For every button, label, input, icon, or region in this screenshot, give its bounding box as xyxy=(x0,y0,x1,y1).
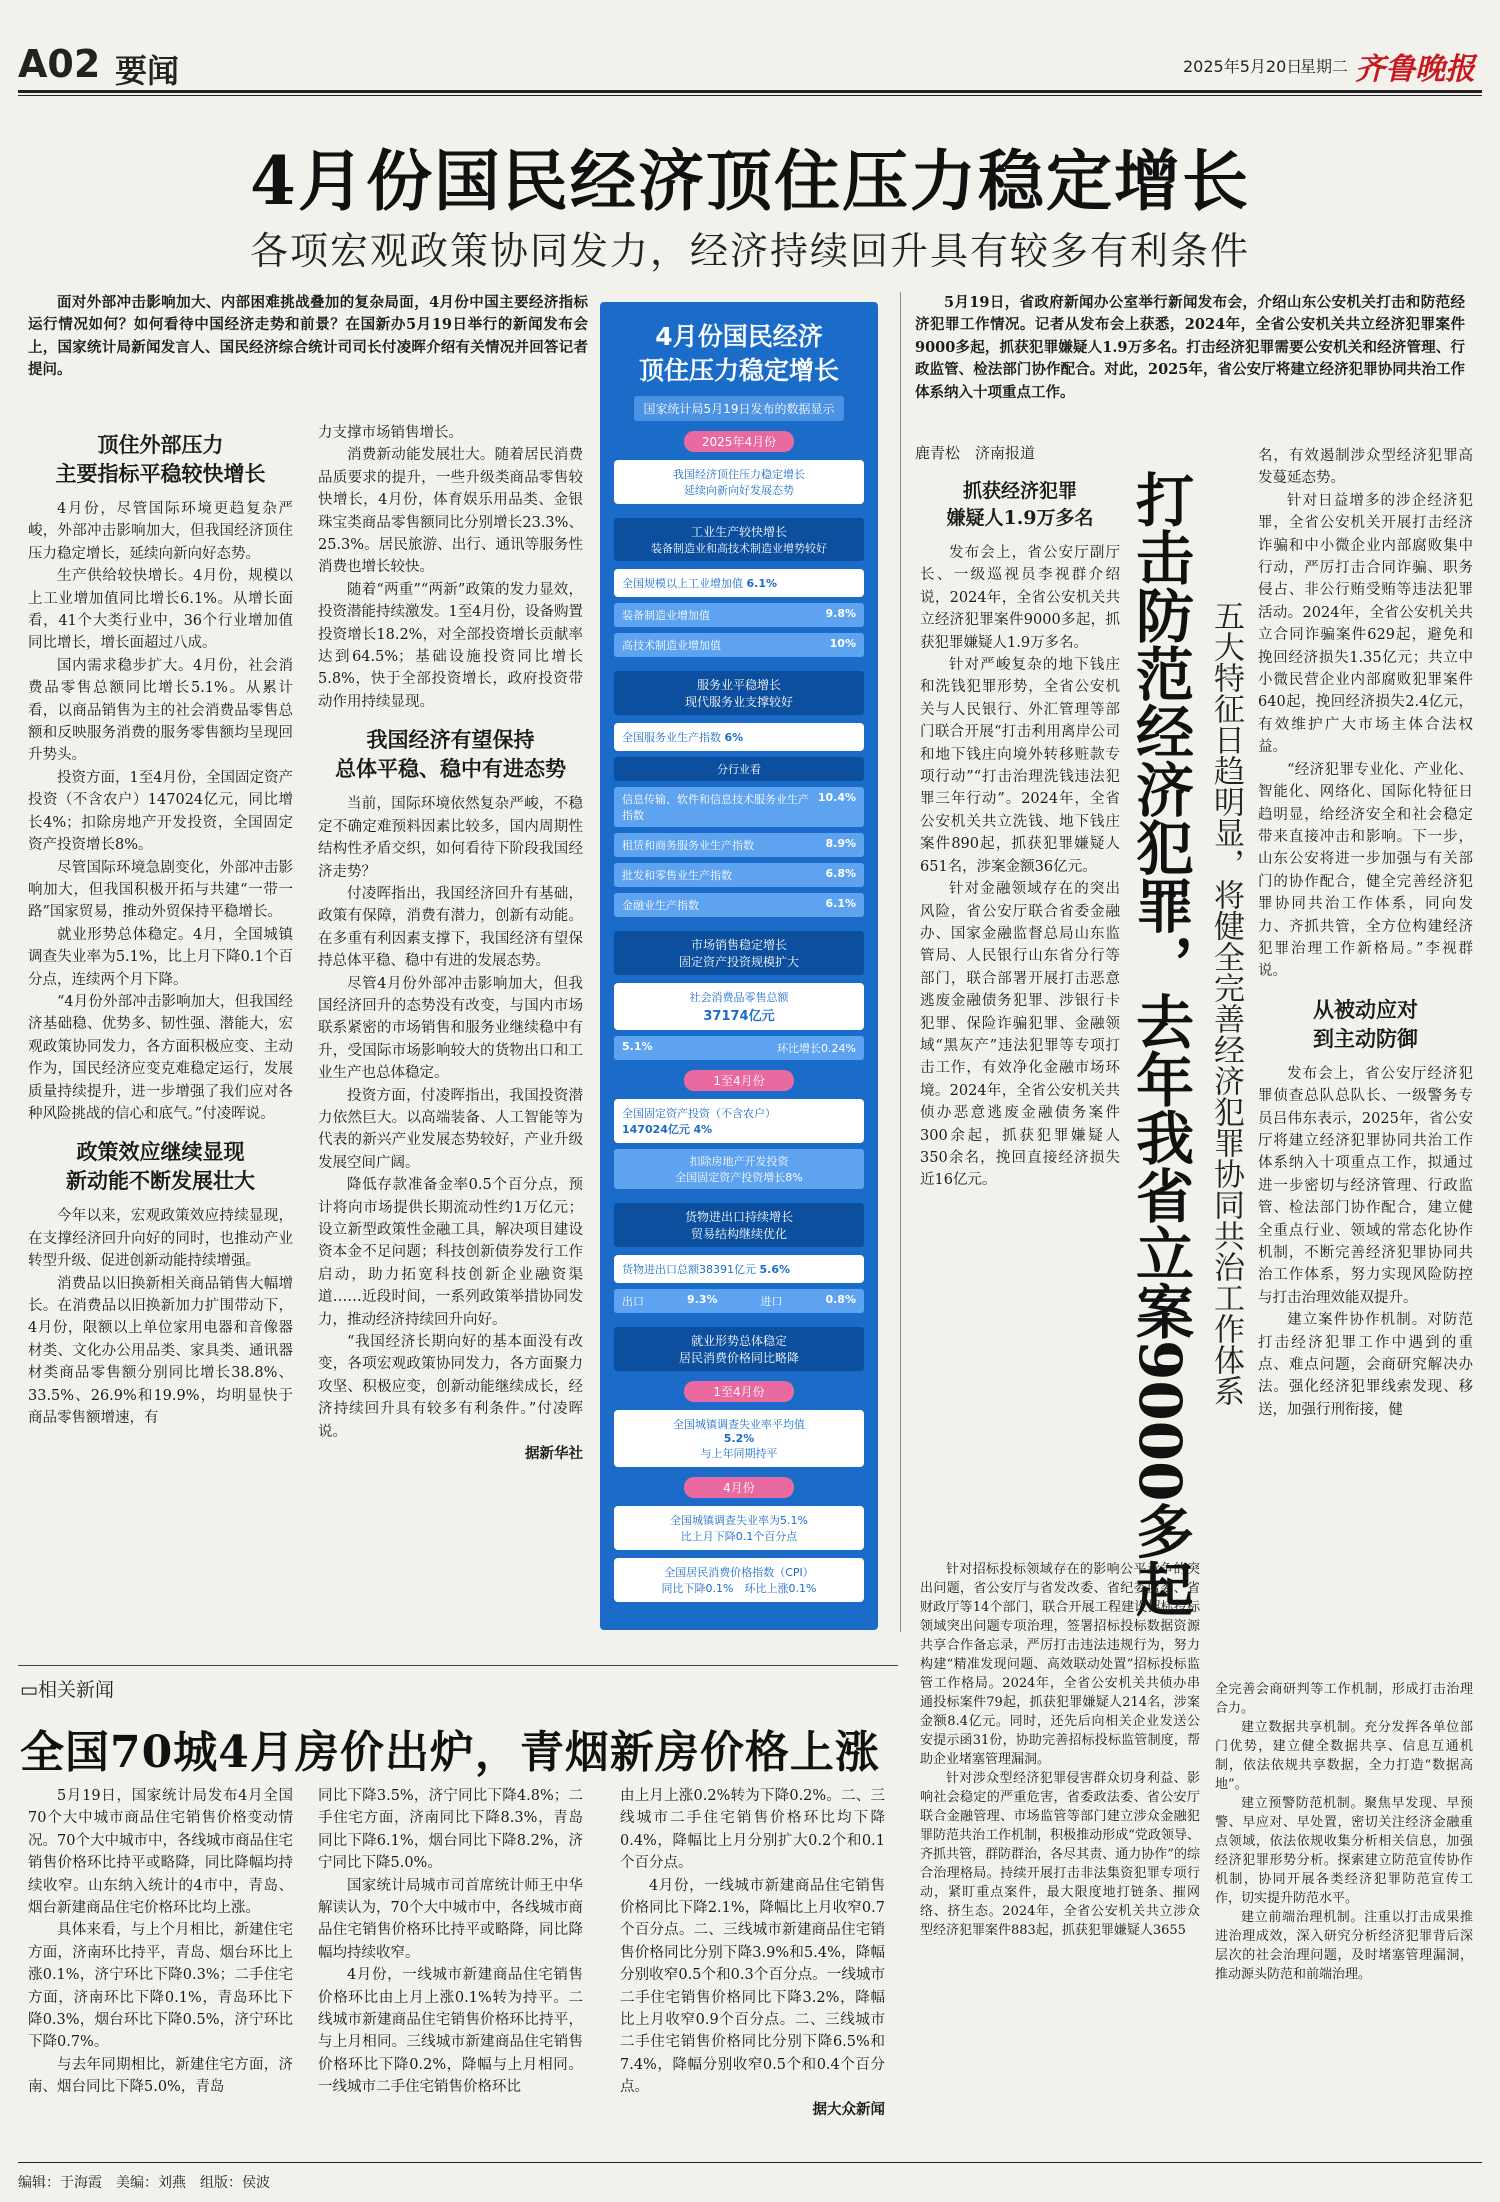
right-subhead: 五大特征日趋明显，将健全完善经济犯罪协同共治工作体系 xyxy=(1208,600,1244,1406)
stat-card xyxy=(614,569,864,597)
stat-value: 10.4% xyxy=(817,791,856,804)
issue-date: 2025年5月20日 xyxy=(1183,57,1303,76)
stat-card xyxy=(614,723,864,751)
paragraph: 全完善会商研判等工作机制，形成打击治理合力。 xyxy=(1215,1682,1473,1716)
stat-label: 扣除房地产开发投资 全国固定资产投资增长8% xyxy=(675,1155,803,1184)
stat-label: 环比增长0.24% xyxy=(777,1042,856,1055)
main-headline: 4月份国民经济顶住压力稳定增长 xyxy=(250,142,1250,220)
stat-label: 批发和零售业生产指数 xyxy=(622,869,732,882)
right-column-e xyxy=(1215,1680,1473,1984)
stat-label: 装备制造业增加值 xyxy=(622,609,710,622)
section-title: 工业生产较快增长 xyxy=(690,525,787,539)
infographic-section xyxy=(614,518,864,561)
main-column-b xyxy=(318,422,583,1465)
stat-value: 5.1% xyxy=(622,1040,653,1053)
source-credit: 据大众新闻 xyxy=(812,2100,885,2118)
main-subhead: 各项宏观政策协同发力，经济持续回升具有较多有利条件 xyxy=(249,229,1250,273)
stat-value: 37174亿元 xyxy=(703,1009,775,1024)
issue-weekday: 星期二 xyxy=(1300,57,1349,76)
stat-label: 货物进出口总额38391亿元 xyxy=(622,1263,756,1276)
intro-card: 我国经济顶住压力稳定增长 延续向新向好发展态势 xyxy=(614,460,864,504)
stat-label: 出口 xyxy=(622,1295,644,1308)
paragraph: 今年以来，宏观政策效应持续显现，在支撑经济回升向好的同时，也推动产业转型升级、促进创新动能持续增强。 xyxy=(28,1208,293,1270)
stat-value: 8.9% xyxy=(825,837,856,850)
infographic-section: 就业形势总体稳定 居民消费价格同比略降 xyxy=(614,1327,864,1371)
stat-bar xyxy=(614,1036,864,1060)
stat-bar xyxy=(614,633,864,657)
paragraph: 建立案件协作机制。对防范打击经济犯罪工作中遇到的重点、难点问题，会商研究解决办法。强化经济犯罪线索发现、移送，加强行刑衔接，健 xyxy=(1258,1312,1473,1418)
footer-rule xyxy=(18,2162,1482,2163)
period-pill: 4月份 xyxy=(684,1477,794,1498)
infographic-section: 市场销售稳定增长 固定资产投资规模扩大 xyxy=(614,931,864,975)
stat-label: 全国固定资产投资（不含农户） xyxy=(622,1107,776,1120)
paragraph: 当前，国际环境依然复杂严峻，不稳定不确定难预料因素比较多，国内周期性结构性矛盾交织，如何看待下阶段我国经济走势？ xyxy=(318,796,583,880)
paragraph: 4月份，一线城市新建商品住宅销售价格环比由上月上涨0.1%转为持平。二线城市新建商品住宅销售价格环比持平，与上月相同。三线城市新建商品住宅销售价格环比下降0.2%，降幅与上月相同。一线城市二手住宅销售价格环比 xyxy=(318,1967,583,2096)
stat-value: 6.8% xyxy=(825,867,856,880)
paragraph: 发布会上，省公安厅副厅长、一级巡视员李视群介绍说，2024年，全省公安机关共立经济犯罪案件9000多起，抓获犯罪嫌疑人1.9万多名。 xyxy=(920,545,1120,651)
paragraph: 建立前端治理机制。注重以打击成果推进治理成效，深入研究分析经济犯罪背后深层次的社会治理问题，及时堵塞管理漏洞，推动源头防范和前端治理。 xyxy=(1215,1910,1473,1982)
stat-bar xyxy=(614,1289,864,1313)
paragraph: “我国经济长期向好的基本面没有改变，各项宏观政策协同发力，各方面聚力攻坚、积极应变，创新动能继续成长，经济持续回升具有较多有利条件。”付凌晖说。 xyxy=(318,1334,583,1440)
header-rule xyxy=(18,90,1482,93)
paragraph: 由上月上涨0.2%转为下降0.2%。二、三线城市二手住宅销售价格环比均下降0.4%，降幅比上月分别扩大0.2个和0.1个百分点。 xyxy=(620,1788,885,1872)
paragraph: 针对严峻复杂的地下钱庄和洗钱犯罪形势，全省公安机关与人民银行、外汇管理等部门联合开展“打击利用离岸公司和地下钱庄向境外转移赃款专项行动”“打击治理洗钱违法犯罪三年行动”。2024年，全省公安机关共立洗钱、地下钱庄案件890起，抓获犯罪嫌疑人651名，涉案金额36亿元。 xyxy=(920,657,1120,875)
stat-bar xyxy=(614,1149,864,1189)
stat-value: 10% xyxy=(829,637,856,650)
page-number: A02 xyxy=(18,42,101,86)
stat-label: 全国规模以上工业增加值 xyxy=(622,577,743,590)
paragraph: 国家统计局城市司首席统计师王中华解读认为，70个大中城市中，各线城市商品住宅销售价格环比持平或略降，同比降幅均持续收窄。 xyxy=(318,1877,583,1961)
paragraph: 付凌晖指出，我国经济回升有基础，政策有保障，消费有潜力，创新有动能。在多重有利因素支撑下，我国经济有望保持总体平稳、稳中有进的发展态势。 xyxy=(318,885,583,970)
stat-value: 6.1% xyxy=(746,577,778,590)
paragraph: 建立预警防范机制。聚焦早发现、早预警、早应对、早处置，密切关注经济金融重点领域，依法依规收集分析相关信息，加强经济犯罪形势分析。探索建立防范宣传协作机制，协同开展各类经济犯罪防范宣传工作，切实提升防范水平。 xyxy=(1215,1796,1473,1906)
related-column-2 xyxy=(318,1785,583,2099)
stat-bar xyxy=(614,863,864,887)
stat-label: 分行业看 xyxy=(717,763,761,776)
newspaper-logo: 齐鲁晚报 xyxy=(1355,52,1475,87)
sub-title xyxy=(614,757,864,781)
stat-value: 147024亿元 xyxy=(622,1123,690,1136)
period-pill: 1至4月份 xyxy=(684,1381,794,1402)
main-column-a xyxy=(28,430,293,1429)
related-label-text: 相关新闻 xyxy=(37,1679,114,1701)
stat-card xyxy=(614,1410,864,1467)
section-name: 要闻 xyxy=(115,52,180,90)
infographic-title: 4月份国民经济 顶住压力稳定增长 xyxy=(638,322,839,385)
stat-value: 4% xyxy=(693,1123,713,1136)
stat-value: 5.2% xyxy=(723,1432,755,1445)
paragraph: 发布会上，省公安厅经济犯罪侦查总队总队长、一级警务专员吕伟东表示，2025年，省公安厅将建立经济犯罪协同共治工作体系纳入十项重点工作，拟通过进一步密切与经济管理、行政监管、检法部门协作配合，建立健全重点行业、领域的常态化协作机制，不断完善经济犯罪协同共治工作体系，努力实现风险防控与打击治理效能双提升。 xyxy=(1258,1065,1473,1306)
paragraph: 同比下降3.5%，济宁同比下降4.8%；二手住宅方面，济南同比下降8.3%，青岛同比下降6.1%，烟台同比下降8.2%，济宁同比下降5.0%。 xyxy=(318,1788,583,1872)
paragraph: 投资方面，1至4月份，全国固定资产投资（不含农户）147024亿元，同比增长4%；扣除房地产开发投资，全国固定资产投资增长8%。 xyxy=(28,769,293,854)
infographic-section: 服务业平稳增长 现代服务业支撑较好 xyxy=(614,671,864,715)
stat-value: 0.8% xyxy=(825,1293,856,1306)
paragraph: 降低存款准备金率0.5个百分点，预计将向市场提供长期流动性约1万亿元；设立新型政策性金融工具，解决项目建设资本金不足问题；科技创新债券发行工作启动，助力拓宽科技创新企业融资渠道……近段时间，一系列政策举措协同发力，推动经济持续回升向好。 xyxy=(318,1177,583,1328)
related-rule xyxy=(18,1665,898,1666)
related-label: ▭相关新闻 xyxy=(20,1679,114,1701)
stat-label: 全国居民消费价格指数（CPI） xyxy=(664,1566,814,1579)
stat-label: 信息传输、软件和信息技术服务业生产指数 xyxy=(622,793,809,822)
main-lead: 面对外部冲击影响加大、内部困难挑战叠加的复杂局面，4月份中国主要经济指标运行情况如何？如何看待中国经济走势和前景？在国新办5月19日举行的新闻发布会上，国家统计局新闻发言人、国民经济综合统计司司长付凌晖介绍有关情况并回答记者提问。 xyxy=(28,294,588,379)
right-lead: 5月19日，省政府新闻办公室举行新闻发布会，介绍山东公安机关打击和防范经济犯罪工作情况。记者从发布会上获悉，2024年，全省公安机关共立经济犯罪案件9000多起，抓获犯罪嫌疑人1.9万多名。打击经济犯罪需要公安机关和经济管理、行政监管、检法部门协作配合。对此，2025年，省公安厅将建立经济犯罪协同共治工作体系纳入十项重点工作。 xyxy=(915,294,1465,401)
stat-card xyxy=(614,1558,864,1602)
stat-value: 同比下降0.1% xyxy=(661,1582,734,1595)
paragraph: 名，有效遏制涉众型经济犯罪高发蔓延态势。 xyxy=(1258,448,1473,487)
stat-label: 租赁和商务服务业生产指数 xyxy=(622,839,754,852)
paragraph: 力支撑市场销售增长。 xyxy=(318,425,463,441)
paragraph: 4月份，一线城市新建商品住宅销售价格同比下降2.1%，降幅比上月收窄0.7个百分点。二、三线城市新建商品住宅销售价格同比分别下降3.9%和5.4%，降幅分别收窄0.5个和0.3个百分点。一线城市二手住宅销售价格同比下降3.2%，降幅比上月收窄0.9个百分点。二、三线城市二手住宅销售价格同比分别下降6.5%和7.4%，降幅分别收窄0.5个和0.4个百分点。 xyxy=(620,1877,885,2096)
section-heading: 从被动应对 到主动防御 xyxy=(1313,996,1418,1051)
paragraph: “4月份外部冲击影响加大，但我国经济基础稳、优势多、韧性强、潜能大，宏观政策协同发力，各方面积极应变、主动作为，国民经济应变克难稳定运行，发展质量持续提升，进一步增强了我们应对各种风险挑战的信心和底气。”付凌晖说。 xyxy=(28,993,293,1122)
infographic-section: 货物进出口持续增长 贸易结构继续优化 xyxy=(614,1203,864,1247)
related-column-3 xyxy=(620,1785,885,2121)
section-heading: 顶住外部压力 主要指标平稳较快增长 xyxy=(55,432,266,486)
stat-card xyxy=(614,1099,864,1143)
paragraph: 生产供给较快增长。4月份，规模以上工业增加值同比增长6.1%。从增长面看，41个大类行业中，36个行业增加值同比增长，增长面超过八成。 xyxy=(28,568,293,652)
right-column-d xyxy=(1258,445,1473,1421)
stat-label: 全国服务业生产指数 xyxy=(622,731,721,744)
header-rule-thin xyxy=(18,95,1482,96)
right-column-c2 xyxy=(920,1560,1200,1940)
section-subtitle: 装备制造业和高技术制造业增势较好 xyxy=(651,542,827,555)
stat-bar xyxy=(614,893,864,917)
paragraph: “经济犯罪专业化、产业化、智能化、网络化、国际化特征日趋明显，给经济安全和社会稳定带来直接冲击和影响。下一步，山东公安将进一步加强与有关部门的协作配合，健全完善经济犯罪协同共治工作体系，同向发力、齐抓共管，全方位构建经济犯罪治理工作新格局。”李视群说。 xyxy=(1258,761,1473,980)
paragraph: 就业形势总体稳定。4月，全国城镇调查失业率为5.1%，比上月下降0.1个百分点，连续两个月下降。 xyxy=(28,926,293,988)
editor-credits: 编辑：于海霞 美编：刘燕 组版：侯波 xyxy=(18,2175,270,2191)
stat-label: 高技术制造业增加值 xyxy=(622,639,721,652)
related-column-1 xyxy=(28,1785,293,2099)
stat-bar xyxy=(614,787,864,827)
stat-value: 9.3% xyxy=(686,1293,718,1306)
paragraph: 投资方面，付凌晖指出，我国投资潜力依然巨大。以高端装备、人工智能等为代表的新兴产业发展态势较好，产业升级发展空间广阔。 xyxy=(318,1087,583,1171)
related-headline: 全国70城4月房价出炉，青烟新房价格上涨 xyxy=(20,1727,880,1778)
stat-value: 5.6% xyxy=(759,1263,791,1276)
stat-value: 6.1% xyxy=(825,897,856,910)
stat-label: 金融业生产指数 xyxy=(622,899,699,912)
paragraph: 建立数据共享机制。充分发挥各单位部门优势，建立健全数据共享、信息互通机制，依法依规共享数据，全力打造“数据高地”。 xyxy=(1215,1720,1473,1792)
paragraph: 针对日益增多的涉企经济犯罪，全省公安机关开展打击经济诈骗和中小微企业内部腐败集中行动，严厉打击合同诈骗、职务侵占、非公行贿受贿等违法犯罪活动。2024年，全省公安机关共立合同诈骗案件629起，避免和挽回经济损失1.35亿元；共立中小微民营企业内部腐败犯罪案件640起，挽回经济损失2.4亿元，有效维护广大市场主体合法权益。 xyxy=(1258,492,1473,756)
paragraph: 国内需求稳步扩大。4月份，社会消费品零售总额同比增长5.1%。从累计看，以商品销售为主的社会消费品零售总额和反映服务消费的服务零售额均呈现回升势头。 xyxy=(28,657,293,764)
stat-value: 环比上涨0.1% xyxy=(744,1582,817,1595)
section-heading: 我国经济有望保持 总体平稳、稳中有进态势 xyxy=(335,727,566,782)
paragraph: 具体来看，与上个月相比，新建住宅方面，济南环比持平，青岛、烟台环比上涨0.1%，济宁环比下降0.3%；二手住宅方面，济南环比下降0.1%，青岛环比下降0.3%，烟台环比下降0.5%，济宁环比下降0.7%。 xyxy=(28,1922,293,2051)
section-heading: 政策效应继续显现 新动能不断发展壮大 xyxy=(66,1139,255,1194)
infographic-source: 国家统计局5月19日发布的数据显示 xyxy=(634,396,844,421)
paragraph: 尽管4月份外部冲击影响加大，但我国经济回升的态势没有改变，与国内市场联系紧密的市场销售和服务业继续稳中有升，受国际市场影响较大的货物出口和工业生产也总体稳定。 xyxy=(318,975,583,1082)
stat-card xyxy=(614,1255,864,1283)
right-column-c xyxy=(920,478,1120,1192)
byline: 鹿青松 济南报道 xyxy=(915,444,1036,462)
paragraph: 尽管国际环境急剧变化，外部冲击影响加大，但我国积极开拓与共建“一带一路”国家贸易，推动外贸保持平稳增长。 xyxy=(28,859,293,921)
stat-value: 9.8% xyxy=(825,607,856,620)
paragraph: 消费新动能发展壮大。随着居民消费品质要求的提升，一些升级类商品零售较快增长，4月份，体育娱乐用品类、金银珠宝类商品零售额同比分别增长23.3%、25.3%。居民旅游、出行、通讯等服务性消费也增长较快。 xyxy=(318,447,583,576)
paragraph: 消费品以旧换新相关商品销售大幅增长。在消费品以旧换新加力扩围带动下，4月份，限额以上单位家用电器和音像器材类、文化办公用品类、家具类、通讯器材类商品零售额分别同比增长38.8%、33.5%、26.9%和19.9%，均明显快于商品零售额增速，有 xyxy=(28,1275,293,1427)
right-headline: 打击防范经济犯罪，去年我省立案9000多起 xyxy=(1126,470,1194,1618)
period-pill: 1至4月份 xyxy=(684,1070,794,1091)
paragraph: 针对招标投标领域存在的影响公平竞争的突出问题，省公安厅与省发改委、省纪委监委、省财政厅等14个部门，联合开展工程建设招标投标领域突出问题专项治理，签署招标投标数据资源共享合作备忘录，严厉打击违法违规行为，努力构建“精准发现问题、高效联动处置”招标投标监管工作格局。2024年，全省公安机关共侦办串通投标案件79起，抓获犯罪嫌疑人214名，涉案金额8.4亿元。同时，还先后向相关企业发送公安提示函31份，协助完善招标投标监管制度，帮助企业堵塞管理漏洞。 xyxy=(920,1562,1200,1767)
period-pill: 2025年4月份 xyxy=(684,431,794,452)
paragraph: 随着“两重”“两新”政策的发力显效，投资潜能持续激发。1至4月份，设备购置投资增长18.2%，对全部投资增长贡献率达到64.5%；基础设施投资同比增长5.8%，快于全部投资增长，政府投资带动作用持续显现。 xyxy=(318,581,583,710)
stat-label: 全国城镇调查失业率平均值 xyxy=(673,1418,805,1431)
stat-bar xyxy=(614,603,864,627)
stat-label: 进口 xyxy=(760,1295,783,1308)
paragraph: 5月19日，国家统计局发布4月全国70个大中城市商品住宅销售价格变动情况。70个大中城市中，各线城市商品住宅销售价格环比持平或略降，同比降幅均持续收窄。山东纳入统计的4市中，青岛、烟台新建商品住宅价格环比均上涨。 xyxy=(28,1788,293,1917)
source-credit: 据新华社 xyxy=(525,1445,583,1463)
paragraph: 针对涉众型经济犯罪侵害群众切身利益、影响社会稳定的严重危害，省委政法委、省公安厅联合金融管理、市场监管等部门建立涉众金融犯罪防范共治工作机制，积极推动形成“党政领导、齐抓共管，群防群治，各尽其责、通力协作”的综合治理格局。持续开展打击非法集资犯罪专项行动，紧盯重点案件，最大限度地打链条、摧网络、挤生态。2024年，全省公安机关共立涉众型经济犯罪案件883起，抓获犯罪嫌疑人3655 xyxy=(920,1771,1200,1938)
stat-label: 与上年同期持平 xyxy=(700,1447,778,1460)
stat-bar xyxy=(614,833,864,857)
paragraph: 针对金融领域存在的突出风险，省公安厅联合省委金融办、国家金融监督总局山东监管局、人民银行山东省分行等部门，联合部署开展打击恶意逃废金融债务犯罪、涉银行卡犯罪、保险诈骗犯罪、金融领域“黑灰产”违法犯罪等专项打击工作，有效净化金融市场环境。2024年，全省公安机关共侦办恶意逃废金融债务案件300余起，抓获犯罪嫌疑人350余名，挽回直接经济损失近16亿元。 xyxy=(920,881,1120,1189)
paragraph: 4月份，尽管国际环境更趋复杂严峻，外部冲击影响加大，但我国经济顶住压力稳定增长，延续向新向好态势。 xyxy=(28,501,293,562)
stat-value: 6% xyxy=(724,731,744,744)
infographic xyxy=(600,302,878,1630)
stat-card xyxy=(614,983,864,1030)
stat-card: 全国城镇调查失业率为5.1% 比上月下降0.1个百分点 xyxy=(614,1506,864,1550)
column-divider xyxy=(900,292,901,1632)
paragraph: 与去年同期相比，新建住宅方面，济南、烟台同比下降5.0%，青岛 xyxy=(28,2056,293,2096)
stat-label: 社会消费品零售总额 xyxy=(689,991,789,1004)
section-heading: 抓获经济犯罪 嫌疑人1.9万多名 xyxy=(946,480,1094,529)
